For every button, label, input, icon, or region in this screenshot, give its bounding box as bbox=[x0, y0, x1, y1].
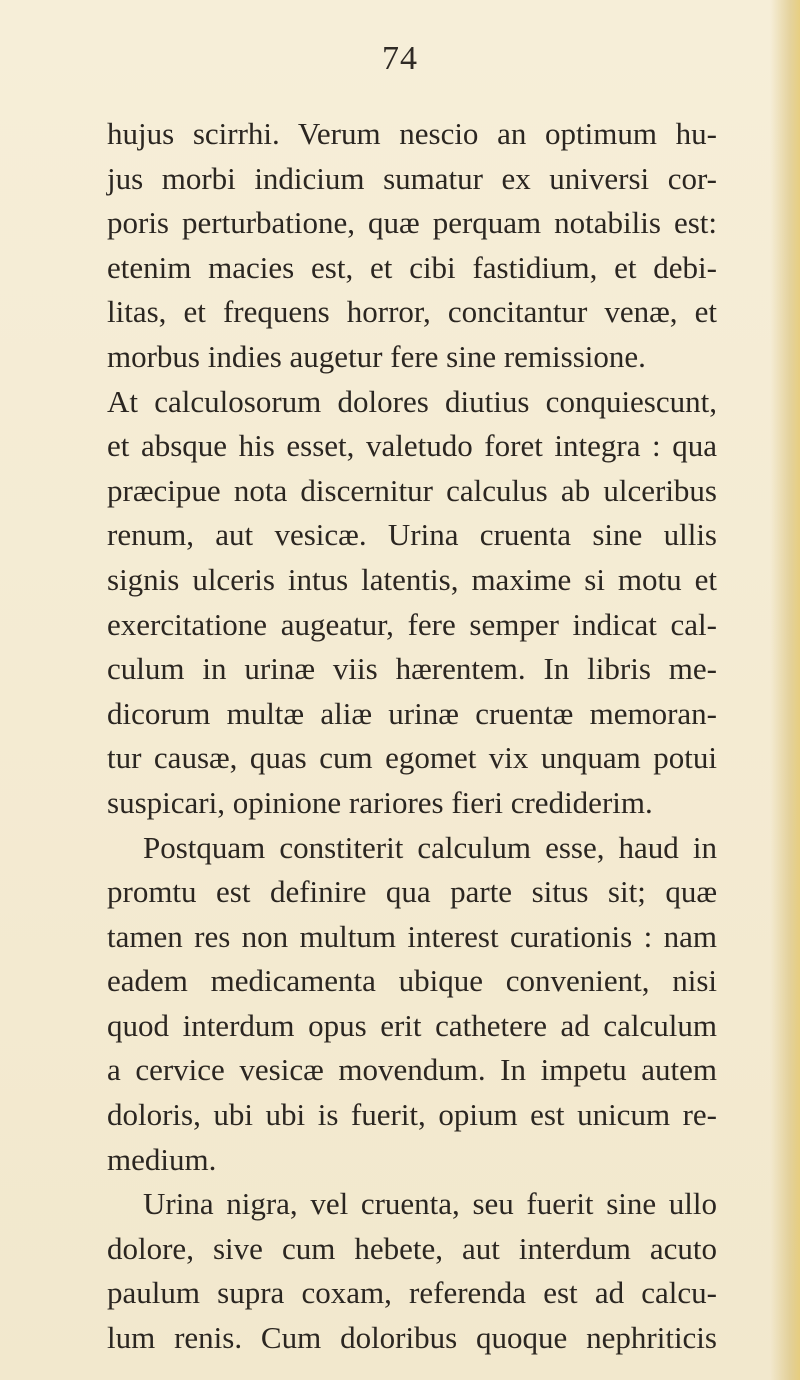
text-line: paulum supra coxam, referenda est ad calcu- bbox=[107, 1275, 717, 1311]
text-line: jus morbi indicium sumatur ex universi cor- bbox=[107, 160, 717, 196]
text-line: exercitatione augeatur, fere semper indicat cal- bbox=[107, 606, 717, 642]
text-line: Urina nigra, vel cruenta, seu fuerit sine ullo bbox=[143, 1186, 717, 1222]
text-line: signis ulceris intus latentis, maxime si motu et bbox=[107, 561, 717, 597]
page-number: 74 bbox=[382, 40, 418, 77]
text-line: hujus scirrhi. Verum nescio an optimum hu- bbox=[107, 116, 717, 151]
text-line: medium. bbox=[107, 1141, 217, 1177]
text-line: promtu est definire qua parte situs sit; quæ bbox=[107, 874, 717, 910]
text-line: eadem medicamenta ubique convenient, nisi bbox=[107, 963, 717, 999]
text-line: At calculosorum dolores diutius conquiescunt, bbox=[107, 383, 717, 419]
text-line: renum, aut vesicæ. Urina cruenta sine ullis bbox=[107, 517, 717, 553]
text-line: tamen res non multum interest curationis : nam bbox=[107, 918, 717, 954]
text-line: quod interdum opus erit cathetere ad calculum bbox=[107, 1007, 717, 1043]
text-line: Postquam constiterit calculum esse, haud in bbox=[143, 829, 717, 865]
text-line: poris perturbatione, quæ perquam notabilis est: bbox=[107, 205, 717, 241]
text-line: lum renis. Cum doloribus quoque nephriticis bbox=[107, 1320, 717, 1356]
text-line: etenim macies est, et cibi fastidium, et debi- bbox=[107, 249, 717, 285]
body-text bbox=[107, 112, 717, 1361]
text-line: dicorum multæ aliæ urinæ cruentæ memoran- bbox=[107, 695, 717, 731]
text-line: tur causæ, quas cum egomet vix unquam potui bbox=[107, 740, 717, 776]
text-line: suspicari, opinione rariores fieri crediderim. bbox=[107, 784, 653, 820]
text-line: morbus indies augetur fere sine remissione. bbox=[107, 338, 646, 374]
text-line: litas, et frequens horror, concitantur venæ, et bbox=[107, 294, 717, 330]
text-line: doloris, ubi ubi is fuerit, opium est unicum re- bbox=[107, 1097, 717, 1133]
text-line: a cervice vesicæ movendum. In impetu autem bbox=[107, 1052, 717, 1088]
text-line: culum in urinæ viis hærentem. In libris me- bbox=[107, 651, 717, 687]
text-line: præcipue nota discernitur calculus ab ulceribus bbox=[107, 472, 717, 508]
text-line: et absque his esset, valetudo foret integra : qua bbox=[107, 428, 717, 464]
text-line: dolore, sive cum hebete, aut interdum acuto bbox=[107, 1230, 717, 1266]
